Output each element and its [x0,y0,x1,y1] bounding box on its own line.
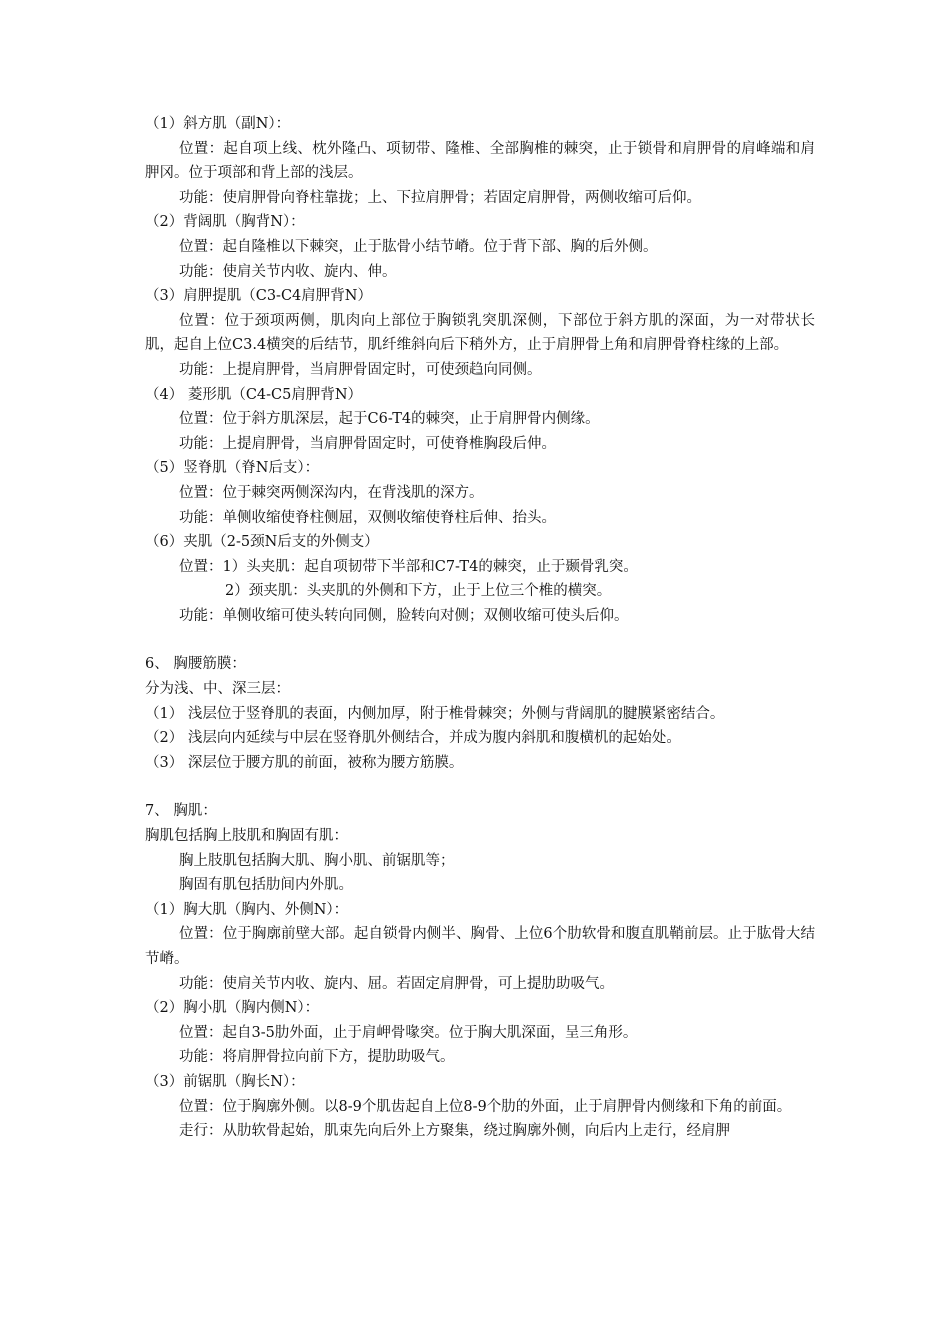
latissimus-position: 位置：起自隆椎以下棘突，止于肱骨小结节嵴。位于背下部、胸的后外侧。 [179,238,658,255]
heading-levator-scapulae: （3）肩胛提肌（C3-C4肩胛背N） [145,288,372,305]
heading-pectoralis-major: （1）胸大肌（胸内、外侧N）： [145,901,349,918]
heading-serratus-anterior: （3）前锯肌（胸长N）： [145,1073,305,1090]
latissimus-function: 功能：使肩关节内收、旋内、伸。 [179,263,397,280]
erector-function: 功能：单侧收缩使脊柱侧屈，双侧收缩使脊柱后伸、抬头。 [179,509,556,526]
document-page [145,112,815,1144]
fascia-item-2: （2） 浅层向内延续与中层在竖脊肌外侧结合，并成为腹内斜肌和腹横机的起始处。 [145,730,681,747]
serratus-course: 走行：从肋软骨起始，肌束先向后外上方聚集，绕过胸廓外侧，向后内上走行，经肩胛 [179,1123,730,1140]
heading-thoracolumbar-fascia: 6、 胸腰筋膜： [145,656,246,673]
heading-splenius: （6）夹肌（2-5颈N后支的外侧支） [145,534,379,551]
section-gap [145,628,815,652]
splenius-position-1: 位置：1）头夹肌：起自项韧带下半部和C7-T4的棘突，止于颞骨乳突。 [179,558,638,575]
fascia-item-3: （3） 深层位于腰方肌的前面，被称为腰方筋膜。 [145,754,464,771]
splenius-position-2: 2）颈夹肌：头夹肌的外侧和下方，止于上位三个椎的横突。 [225,583,612,600]
splenius-function: 功能：单侧收缩可使头转向同侧，脸转向对侧；双侧收缩可使头后仰。 [179,607,629,624]
pectoral-intro: 胸肌包括胸上肢肌和胸固有肌： [145,828,348,845]
levator-function: 功能：上提肩胛骨，当肩胛骨固定时，可使颈趋向同侧。 [179,361,542,378]
heading-trapezius: （1）斜方肌（副N）： [145,116,291,132]
rhomboid-position: 位置：位于斜方肌深层，起于C6-T4的棘突，止于肩胛骨内侧缘。 [179,411,600,428]
trapezius-position: 位置：起自项上线、枕外隆凸、项韧带、隆椎、全部胸椎的棘突，止于锁骨和肩胛骨的肩峰端和肩胛冈。位于项部和背上部的浅层。 [145,140,815,182]
fascia-intro: 分为浅、中、深三层： [145,681,290,698]
heading-pectoralis-minor: （2）胸小肌（胸内侧N）： [145,1000,320,1017]
pectoralis-major-position: 位置：位于胸廓前壁大部。起自锁骨内侧半、胸骨、上位6个肋软骨和腹直肌鞘前层。止于肱骨大结节嵴。 [145,926,815,967]
pectoral-intrinsic: 胸固有肌包括肋间内外肌。 [179,877,353,894]
levator-position: 位置：位于颈项两侧，肌肉向上部位于胸锁乳突肌深侧，下部位于斜方肌的深面，为一对带状长肌，起自上位C3.4横突的后结节，肌纤维斜向后下稍外方，止于肩胛骨上角和肩胛骨脊柱缘的上部。 [145,312,815,354]
heading-latissimus: （2）背阔肌（胸背N）： [145,214,305,231]
heading-pectoral-muscles: 7、 胸肌： [145,803,217,820]
fascia-item-1: （1） 浅层位于竖脊肌的表面，内侧加厚，附于椎骨棘突；外侧与背阔肌的腱膜紧密结合。 [145,705,725,722]
rhomboid-function: 功能：上提肩胛骨，当肩胛骨固定时，可使脊椎胸段后伸。 [179,435,556,452]
trapezius-function: 功能：使肩胛骨向脊柱靠拢；上、下拉肩胛骨；若固定肩胛骨，两侧收缩可后仰。 [179,189,701,206]
pectoralis-minor-function: 功能：将肩胛骨拉向前下方，提肋助吸气。 [179,1049,455,1066]
erector-position: 位置：位于棘突两侧深沟内，在背浅肌的深方。 [179,484,484,501]
section-gap [145,775,815,799]
pectoralis-minor-position: 位置：起自3-5肋外面，止于肩岬骨喙突。位于胸大肌深面，呈三角形。 [179,1024,638,1041]
pectoralis-major-function: 功能：使肩关节内收、旋内、屈。若固定肩胛骨，可上提肋助吸气。 [179,975,614,992]
heading-erector-spinae: （5）竖脊肌（脊N后支）： [145,460,320,477]
heading-rhomboid: （4） 菱形肌（C4-C5肩胛背N） [145,386,363,403]
serratus-position: 位置：位于胸廓外侧。以8-9个肌齿起自上位8-9个肋的外面，止于肩胛骨内侧缘和下角的前面。 [179,1098,792,1115]
pectoral-upper-limb: 胸上肢肌包括胸大肌、胸小肌、前锯肌等； [179,852,455,869]
